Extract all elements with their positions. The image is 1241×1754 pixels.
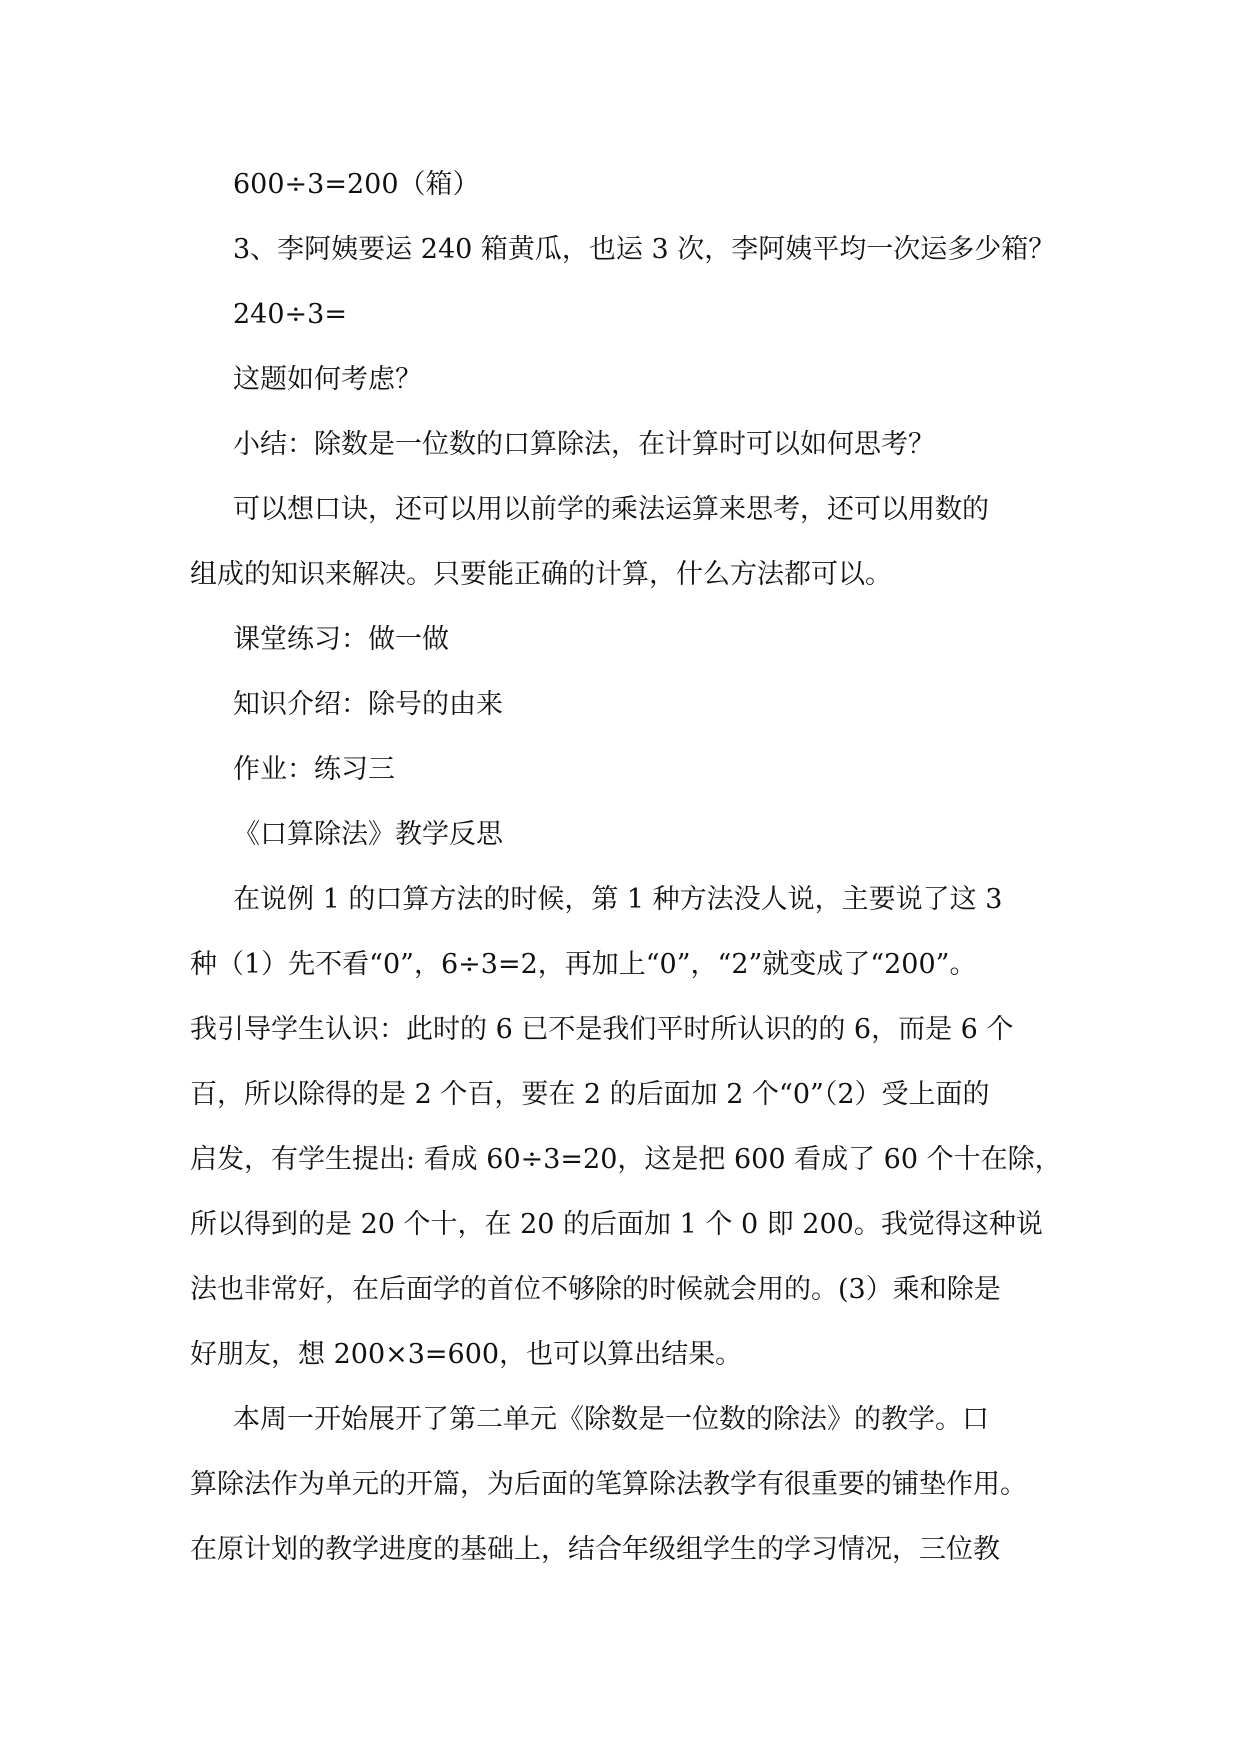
text-line: 启发，有学生提出: 看成 60÷3=20，这是把 600 看成了 60 个十在除，: [190, 1144, 1062, 1175]
section-title: 《口算除法》教学反思: [233, 819, 503, 850]
text-line: 在原计划的教学进度的基础上，结合年级组学生的学习情况，三位教: [190, 1534, 1000, 1565]
text-line: 可以想口诀，还可以用以前学的乘法运算来思考，还可以用数的: [233, 494, 989, 525]
text-line: 本周一开始展开了第二单元《除数是一位数的除法》的教学。口: [233, 1404, 989, 1435]
text-line: 百，所以除得的是 2 个百，要在 2 的后面加 2 个“0”（2）受上面的: [190, 1079, 990, 1110]
text-line: 法也非常好，在后面学的首位不够除的时候就会用的。(3）乘和除是: [190, 1274, 1001, 1305]
text-line: 这题如何考虑？: [233, 364, 422, 395]
text-line: 在说例 1 的口算方法的时候，第 1 种方法没人说，主要说了这 3: [233, 884, 1003, 915]
text-line: 所以得到的是 20 个十，在 20 的后面加 1 个 0 即 200。我觉得这种说: [190, 1209, 1043, 1240]
text-line: 3、李阿姨要运 240 箱黄瓜，也运 3 次，李阿姨平均一次运多少箱？: [233, 234, 1056, 265]
text-line: 作业：练习三: [233, 754, 395, 785]
text-line: 种（1）先不看“0”，6÷3=2，再加上“0”，“2”就变成了“200”。: [190, 949, 977, 980]
text-line: 240÷3=: [233, 299, 347, 330]
text-line: 小结：除数是一位数的口算除法，在计算时可以如何思考？: [233, 429, 935, 460]
text-line: 组成的知识来解决。只要能正确的计算，什么方法都可以。: [190, 559, 892, 590]
text-line: 我引导学生认识：此时的 6 已不是我们平时所认识的的 6，而是 6 个: [190, 1014, 1014, 1045]
text-line: 600÷3=200（箱）: [233, 169, 480, 200]
text-line: 课堂练习：做一做: [233, 624, 449, 655]
text-line: 算除法作为单元的开篇，为后面的笔算除法教学有很重要的铺垫作用。: [190, 1469, 1027, 1500]
text-line: 好朋友，想 200×3=600，也可以算出结果。: [190, 1339, 743, 1370]
text-line: 知识介绍：除号的由来: [233, 689, 503, 720]
